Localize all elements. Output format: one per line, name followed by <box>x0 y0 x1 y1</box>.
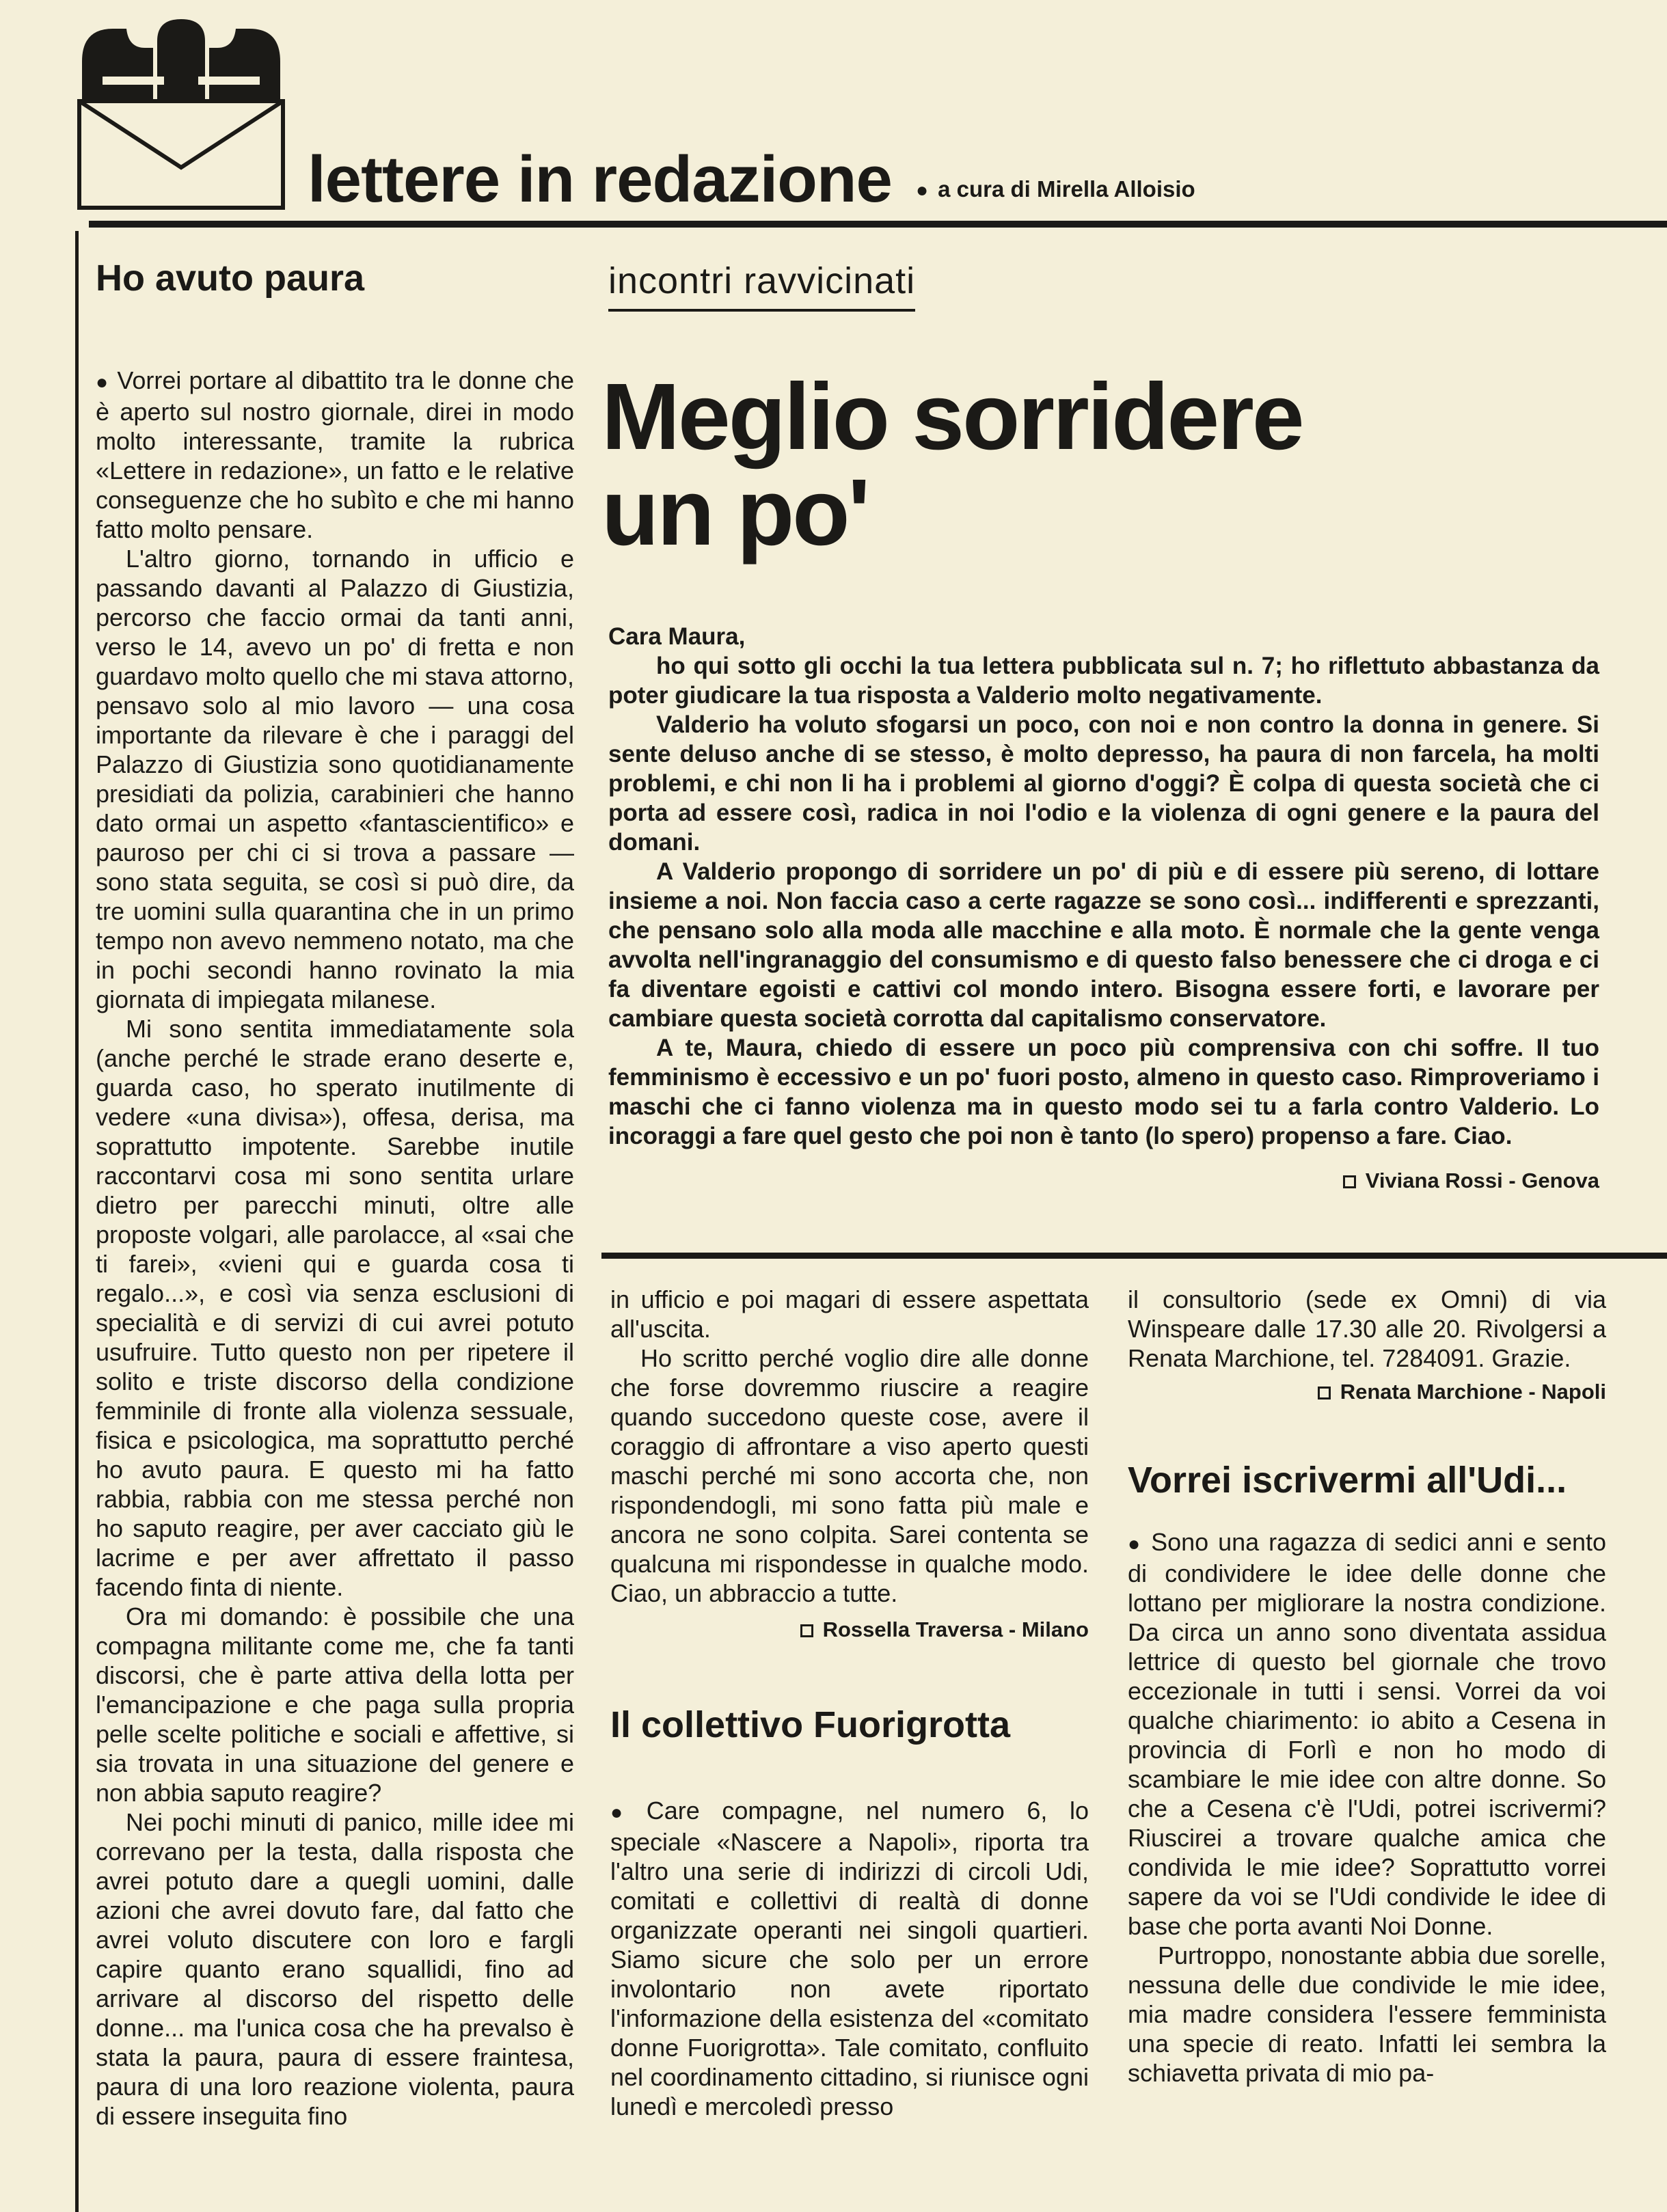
article-continuation-collettivo <box>1128 1285 1606 1406</box>
square-bullet-icon <box>800 1624 813 1637</box>
paragraph: Nei pochi minuti di panico, mille idee mi correvano per la testa, dalla risposta che avrei potuto dare a quegli uomini, dalle azioni che avrei dovuto fare, dal fatto che avrei voluto discutere con loro e fargli capire quanto erano squallidi, fino ad arrivare al discorso del rispetto delle donne... ma l'unica cosa che ha prevalso è stata la paura, paura di essere fraintesa, paura di una loro reazione violenta, paura di essere inseguita fino <box>96 1808 574 2130</box>
paragraph: Valderio ha voluto sfogarsi un poco, con noi e non contro la donna in genere. Si sente deluso anche di se stesso, è molto depresso, ha paura di non farcela, ha molti problemi, e chi non li ha i problemi al giorno d'oggi? È colpa di questa società che ci porta ad essere così, radica in noi l'odio e la violenza di ogni genere e la paura del domani. <box>608 711 1599 856</box>
article-body-vorrei-iscrivermi <box>1128 1527 1606 2108</box>
envelope-logo-icon <box>75 14 287 212</box>
paragraph: Mi sono sentita immediatamente sola (anche perché le strade erano deserte e, guarda caso, ho sperato inutilmente di vedere «una divisa»), offesa, derisa, ma soprattutto impotente. Sarebbe inutile raccontarvi cosa mi sono sentita urlare dietro per parecchi minuti, oltre alle proposte volgari, alle parolacce, al «sai che ti farei», «vieni qui e guarda cosa ti regalo...», e così via senza esclusioni di specialità e di servizi di cui avrei potuto usufruire. Tutto questo non per ripetere il solito e triste discorso della condizione femminile di fronte alla violenza sessuale, fisica e psicologica, ma soprattutto perché ho avuto paura. E questo mi ha fatto rabbia, rabbia con me stessa perché non ho saputo reagire, per aver cacciato giù le lacrime e per aver affrettato il passo facendo finta di niente. <box>96 1015 574 1601</box>
square-bullet-icon <box>1318 1387 1331 1399</box>
article-title-ho-avuto-paura: Ho avuto paura <box>96 258 365 299</box>
paragraph: ● Sono una ragazza di sedici anni e sento di condividere le idee delle donne che lottano per migliorare la nostra condizione. Da circa un anno sono diventata assidua lettrice di questo bel giornale che trovo eccezionale in tutti i sensi. Vorrei da voi qualche chiarimento: io abito a Cesena in provincia di Forlì e non ho modo di scambiare le mie idee con altre donne. So che a Cesena c'è l'Udi, potrei iscrivermi? Riuscirei a trovare qualche amica che condivida le mie idee? Soprattutto vorrei sapere da voi se l'Udi condivide le idee di base che porta avanti Noi Donne. <box>1128 1527 1606 1941</box>
paragraph: L'altro giorno, tornando in ufficio e passando davanti al Palazzo di Giustizia, percorso che faccio ormai da tanti anni, verso le 14, avevo un po' di fretta e non guardavo molto quello che mi stava attorno, pensavo solo al mio lavoro — una cosa importante da rilevare è che i paraggi del Palazzo di Giustizia sono quotidianamente presidiati da polizia, carabinieri che hanno dato ormai un aspetto «fantascientifico» e pauroso per chi ci si trova a passare — sono stata seguita, se così si può dire, da tre uomini sulla quarantina che in un primo tempo non avevo nemmeno notato, ma che in pochi secondi hanno rovinato la mia giornata di impiegata milanese. <box>96 545 574 1013</box>
square-bullet-icon <box>1343 1175 1356 1188</box>
signature-renata-marchione: Renata Marchione - Napoli <box>1128 1377 1606 1406</box>
signature-rossella-traversa: Rossella Traversa - Milano <box>610 1615 1089 1644</box>
paragraph: ho qui sotto gli occhi la tua lettera pubblicata sul n. 7; ho riflettuto abbastanza da poter giudicare la tua risposta a Valderio molto negativamente. <box>608 653 1599 709</box>
paragraph: in ufficio e poi magari di essere aspettata all'uscita. <box>610 1285 1089 1343</box>
headline: Meglio sorridere un po' <box>601 364 1303 565</box>
article-body-collettivo-fuorigrotta <box>610 1796 1089 2120</box>
middle-rule <box>601 1253 1667 1259</box>
bullet-icon: ● <box>916 179 929 202</box>
margin-rule <box>75 231 79 2212</box>
paragraph: ● Care compagne, nel numero 6, lo speciale «Nascere a Napoli», riporta tra l'altro una serie di indirizzi di circoli Udi, comitati e collettivi di realtà di donne organizzate operanti nei singoli quartieri. Siamo sicure che solo per un errore involontario non avete riportato l'informazione della esistenza del «comitato donne Fuorigrotta». Tale comitato, confluito nel coordinamento cittadino, si riunisce ogni lunedì e mercoledì presso <box>610 1796 1089 2121</box>
article-title-vorrei-iscrivermi: Vorrei iscrivermi all'Udi... <box>1128 1460 1567 1501</box>
paragraph: A Valderio propongo di sorridere un po' di più e di essere più sereno, di lottare insieme a noi. Non faccia caso a certe ragazze se sono così... indifferenti e sprezzanti, che pensano solo alla moda alle macchine e alla moto. È normale che la gente venga avvolta nell'ingranaggio del consumismo e di questo falso benessere che ci droga e ci fa diventare egoisti e cattivi col mondo intero. Bisogna essere forti, e lavorare per cambiare questa società corrotta dal capitalismo conservatore. <box>608 858 1599 1032</box>
article-title-collettivo-fuorigrotta: Il collettivo Fuorigrotta <box>610 1704 1011 1745</box>
salutation: Cara Maura, <box>608 623 746 650</box>
paragraph: A te, Maura, chiedo di essere un poco più comprensiva con chi soffre. Il tuo femminismo è eccessivo e un po' fuori posto, almeno in questo caso. Rimproveriamo i maschi che ci fanno violenza ma in questo modo sei tu a farla contro Valderio. Lo incoraggi a fare quel gesto che poi non è tanto (lo spero) propenso a fare. Ciao. <box>608 1035 1599 1149</box>
featured-letter-body <box>608 622 1599 1195</box>
paragraph: il consultorio (sede ex Omni) di via Winspeare dalle 17.30 alle 20. Rivolgersi a Renata Marchione, tel. 7284091. Grazie. <box>1128 1285 1606 1372</box>
article-continuation-ho-avuto-paura <box>610 1285 1089 1644</box>
paragraph: ● Vorrei portare al dibattito tra le donne che è aperto sul nostro giornale, direi in modo molto interessante, tramite la rubrica «Lettere in redazione», un fatto e le relative conseguenze che ho subìto e che mi hanno fatto molto pensare. <box>96 366 574 544</box>
top-rule <box>89 221 1667 228</box>
curator-credit: ● a cura di Mirella Alloisio <box>916 176 1195 202</box>
article-body-ho-avuto-paura <box>96 366 574 2130</box>
paragraph: Ora mi domando: è possibile che una compagna militante come me, che fa tanti discorsi, che è parte attiva della lotta per l'emancipazione e che paga sulla propria pelle scelte politiche e sociali e affettive, si sia trovata in una situazione del genere e non abbia saputo reagire? <box>96 1602 574 1807</box>
signature-viviana-rossi: Viviana Rossi - Genova <box>608 1166 1599 1195</box>
section-title: lettere in redazione <box>308 143 892 216</box>
paragraph: Purtroppo, nonostante abbia due sorelle, nessuna delle due condivide le mie idee, mia madre considera l'essere femminista una specie di reato. Infatti lei sembra la schiavetta privata di mio pa- <box>1128 1941 1606 2087</box>
paragraph: Ho scritto perché voglio dire alle donne che forse dovremmo riuscire a reagire quando succedono queste cose, avere il coraggio di affrontare a viso aperto questi maschi perché mi sono accorta che, non rispondendogli, mi sono fatta più male e ancora ne sono colpita. Sarei contenta se qualcuna mi rispondesse in qualche modo. Ciao, un abbraccio a tutte. <box>610 1344 1089 1607</box>
section-tag: incontri ravvicinati <box>608 260 915 312</box>
